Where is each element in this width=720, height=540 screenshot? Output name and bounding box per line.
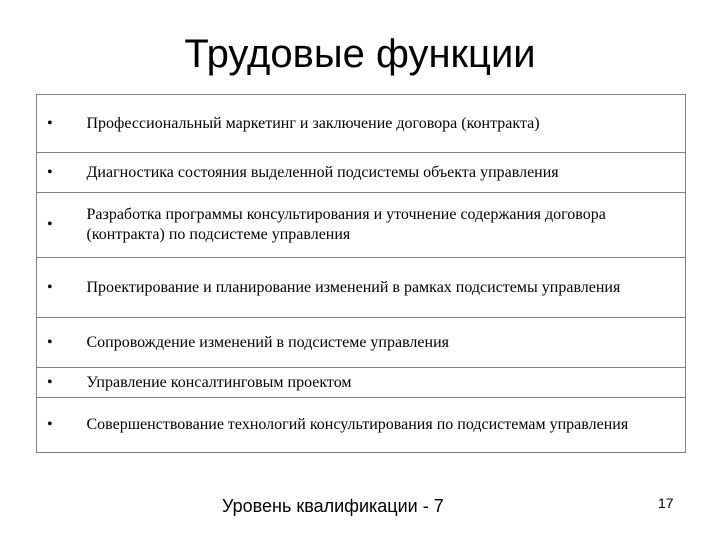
function-text: Проектирование и планирование изменений в рамках подсистемы управления (86, 278, 621, 296)
function-text: Управление консалтинговым проектом (86, 373, 352, 391)
bullet: • (47, 163, 53, 181)
qualification-level: Уровень квалификации - 7 (222, 496, 444, 516)
bullet: • (47, 373, 53, 391)
functions-table (36, 94, 686, 453)
bullet: • (47, 333, 53, 351)
table-row (37, 258, 686, 318)
page-number: 17 (658, 495, 674, 511)
bullet: • (47, 114, 53, 132)
table-row (37, 368, 686, 398)
slide-title: Трудовые функции (184, 32, 536, 76)
function-text: Диагностика состояния выделенной подсистемы объекта управления (86, 163, 559, 181)
table-row (37, 153, 686, 193)
table-row (37, 398, 686, 453)
table-row (37, 318, 686, 368)
function-text: Совершенствование технологий консультирования по подсистемам управления (86, 416, 629, 433)
bullet: • (47, 278, 53, 296)
function-text: Сопровождение изменений в подсистеме управления (86, 333, 449, 351)
bullet: • (47, 416, 53, 433)
table-row (37, 193, 686, 258)
function-text: Профессиональный маркетинг и заключение договора (контракта) (86, 114, 540, 132)
bullet: • (47, 216, 53, 233)
function-text: Разработка программы консультирования и уточнение содержания договора (контракта) по подсистеме управления (86, 206, 606, 243)
table-row (37, 95, 686, 153)
